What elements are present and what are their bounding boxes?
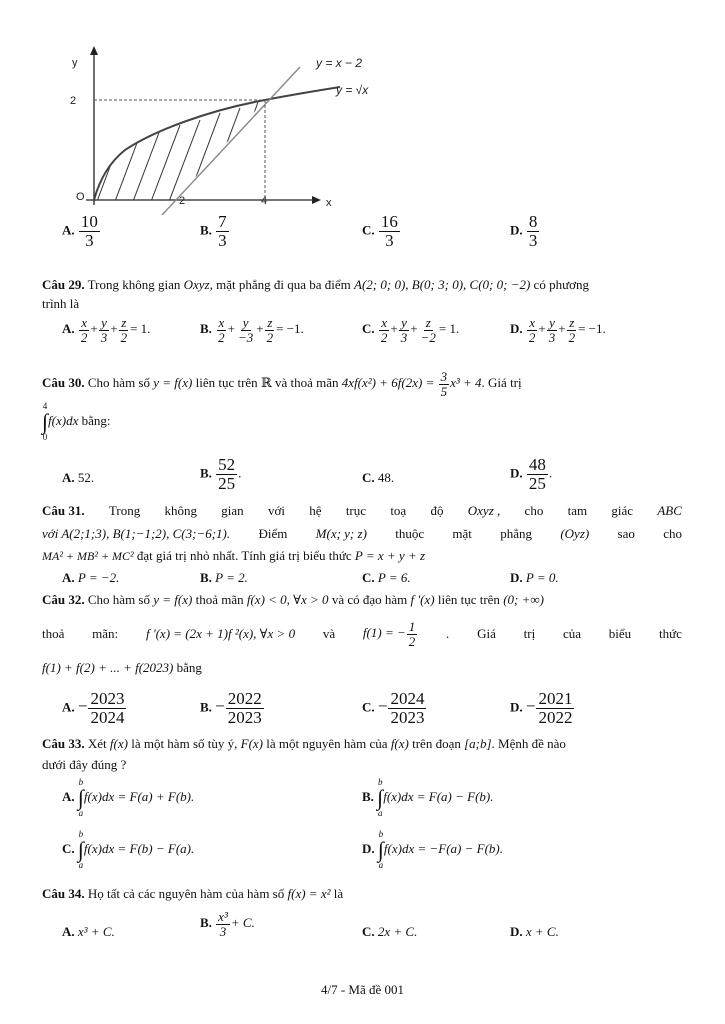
q29-option-a[interactable]: A. $\frac{x}{2}$ + $\frac{y}{3}$ + $\frac{z}{2}$ = 1. [62, 315, 151, 345]
area-graph [50, 40, 410, 215]
line2-label: y = √x [336, 83, 369, 97]
origin-label: O [76, 191, 85, 203]
q31-stem-line2: với A(2;1;3), B(1;−1;2), C(3;−6;1). Điểm M(x; y; z) thuộc mặt phẳng (Oyz) sao cho [42, 526, 682, 541]
q29-option-d[interactable]: D. $\frac{x}{2}$ + $\frac{y}{3}$ + $\frac{z}{2}$ = −1. [510, 315, 606, 345]
question-label: Câu 34. [42, 886, 85, 901]
q30-option-b[interactable]: B. $\frac{52}{25}$ . [200, 455, 242, 493]
question-label: Câu 30. [42, 375, 85, 391]
tick-x-2: 2 [179, 195, 186, 207]
q34-option-d[interactable]: D. x + C. [510, 924, 559, 939]
option-letter: C. [362, 222, 375, 238]
q28-option-c[interactable] [362, 213, 401, 250]
q34-option-b[interactable]: B. $\frac{\text{x³}}{3}$ + C. [200, 909, 255, 939]
q33-option-c[interactable]: C. b ∫ a f(x)dx = F(b) − F(a). [62, 829, 195, 870]
tick-x-4: 4 [261, 195, 268, 207]
q30-option-a[interactable]: A. 52. [62, 470, 95, 485]
q30-option-d[interactable]: D. $\frac{48}{25}$ . [510, 455, 553, 493]
y-axis-arrow [90, 46, 98, 55]
question-label: Câu 31. [42, 503, 85, 518]
q28-option-a[interactable] [62, 213, 101, 250]
sqrt-curve [94, 87, 340, 200]
q31-stem-line1: Câu 31. Trong không gian với hệ trục toạ độ Oxyz , cho tam giác ABC [42, 503, 682, 518]
option-fraction: $\frac{8}{3}$ [528, 212, 538, 250]
q31-option-d[interactable]: D. P = 0. [510, 570, 559, 585]
q28-option-b[interactable] [200, 213, 230, 250]
q29-option-b[interactable]: B. $\frac{x}{2}$ + $\frac{y}{-3}$ + $\frac{z}{2}$ = −1. [200, 315, 304, 345]
q33-option-d[interactable]: D. b ∫ a f(x)dx = −F(a) − F(b). [362, 829, 503, 870]
q32-option-c[interactable]: C. − $\frac{2024}{2023}$ [362, 689, 425, 727]
q31-option-c[interactable]: C. P = 6. [362, 570, 411, 585]
q33-option-b[interactable]: B. b ∫ a f(x)dx = F(a) − F(b). [362, 777, 494, 818]
q32-option-d[interactable]: D. − $\frac{2021}{2022}$ [510, 689, 573, 727]
option-letter: D. [510, 222, 523, 238]
option-fraction: $\frac{7}{3}$ [218, 212, 227, 250]
q30-integral: 4 ∫ 0 f(x)dx bằng: [42, 401, 111, 442]
x-axis-label: x [326, 197, 332, 209]
question-label: Câu 32. [42, 592, 85, 607]
q29-stem-line2: trình là [42, 296, 80, 311]
q28-option-d[interactable] [510, 213, 540, 250]
option-letter: B. [200, 222, 212, 238]
question-label: Câu 33. [42, 736, 85, 751]
q31-option-a[interactable]: A. P = −2. [62, 570, 120, 585]
page-footer: 4/7 - Mã đề 001 [320, 982, 405, 997]
option-letter: A. [62, 222, 75, 238]
option-fraction: $\frac{10}{3}$ [80, 212, 98, 250]
line1-label: y = x − 2 [316, 56, 363, 70]
y-axis-label: y [72, 57, 78, 69]
q33-stem-line1: Câu 33. Xét f(x) là một hàm số tùy ý, F(x) là một nguyên hàm của f(x) trên đoạn [a;b]. Mệnh đề nào [42, 736, 566, 751]
q31-stem-line3: MA² + MB² + MC² đạt giá trị nhỏ nhất. Tính giá trị biểu thức P = x + y + z [42, 548, 426, 563]
q32-stem-line2: thoả mãn: f '(x) = (2x + 1)f ²(x), ∀x > 0 và f(1) = − $\frac{1}{2}$ . Giá trị của biểu thức [42, 619, 682, 649]
q29-stem: Câu 29. Trong không gian Oxyz, mặt phẳng đi qua ba điểm A(2; 0; 0), B(0; 3; 0), C(0; 0; −2) có phương [42, 277, 589, 292]
q33-option-a[interactable]: A. b ∫ a f(x)dx = F(a) + F(b). [62, 777, 195, 818]
q31-option-b[interactable]: B. P = 2. [200, 570, 248, 585]
x-axis-arrow [312, 196, 321, 204]
q30-option-c[interactable]: C. 48. [362, 470, 395, 485]
q34-option-c[interactable]: C. 2x + C. [362, 924, 418, 939]
q33-stem-line2: dưới đây đúng ? [42, 757, 127, 772]
q34-stem: Câu 34. Họ tất cả các nguyên hàm của hàm số f(x) = x² là [42, 886, 344, 901]
question-label: Câu 29. [42, 277, 85, 292]
q32-option-b[interactable]: B. − $\frac{2022}{2023}$ [200, 689, 262, 727]
q32-stem-line3: f(1) + f(2) + ... + f(2023) bằng [42, 660, 202, 675]
q32-stem-line1: Câu 32. Cho hàm số y = f(x) thoả mãn f(x) < 0, ∀x > 0 và có đạo hàm f '(x) liên tục trên (0; +∞) [42, 592, 544, 607]
q34-option-a[interactable]: A. x³ + C. [62, 924, 115, 939]
line-x-minus-2 [162, 67, 300, 215]
q29-option-c[interactable]: C. $\frac{x}{2}$ + $\frac{y}{3}$ + $\frac{z}{-2}$ = 1. [362, 315, 460, 345]
tick-y-2: 2 [70, 95, 77, 107]
q30-stem: Câu 30. Cho hàm số y = f(x) liên tục trên ℝ và thoả mãn 4xf(x²) + 6f(2x) = $\frac{3}{5}$ x³ + 4. Giá trị [42, 369, 522, 399]
q32-option-a[interactable]: A. − $\frac{2023}{2024}$ [62, 689, 125, 727]
option-fraction: $\frac{16}{3}$ [380, 212, 398, 250]
